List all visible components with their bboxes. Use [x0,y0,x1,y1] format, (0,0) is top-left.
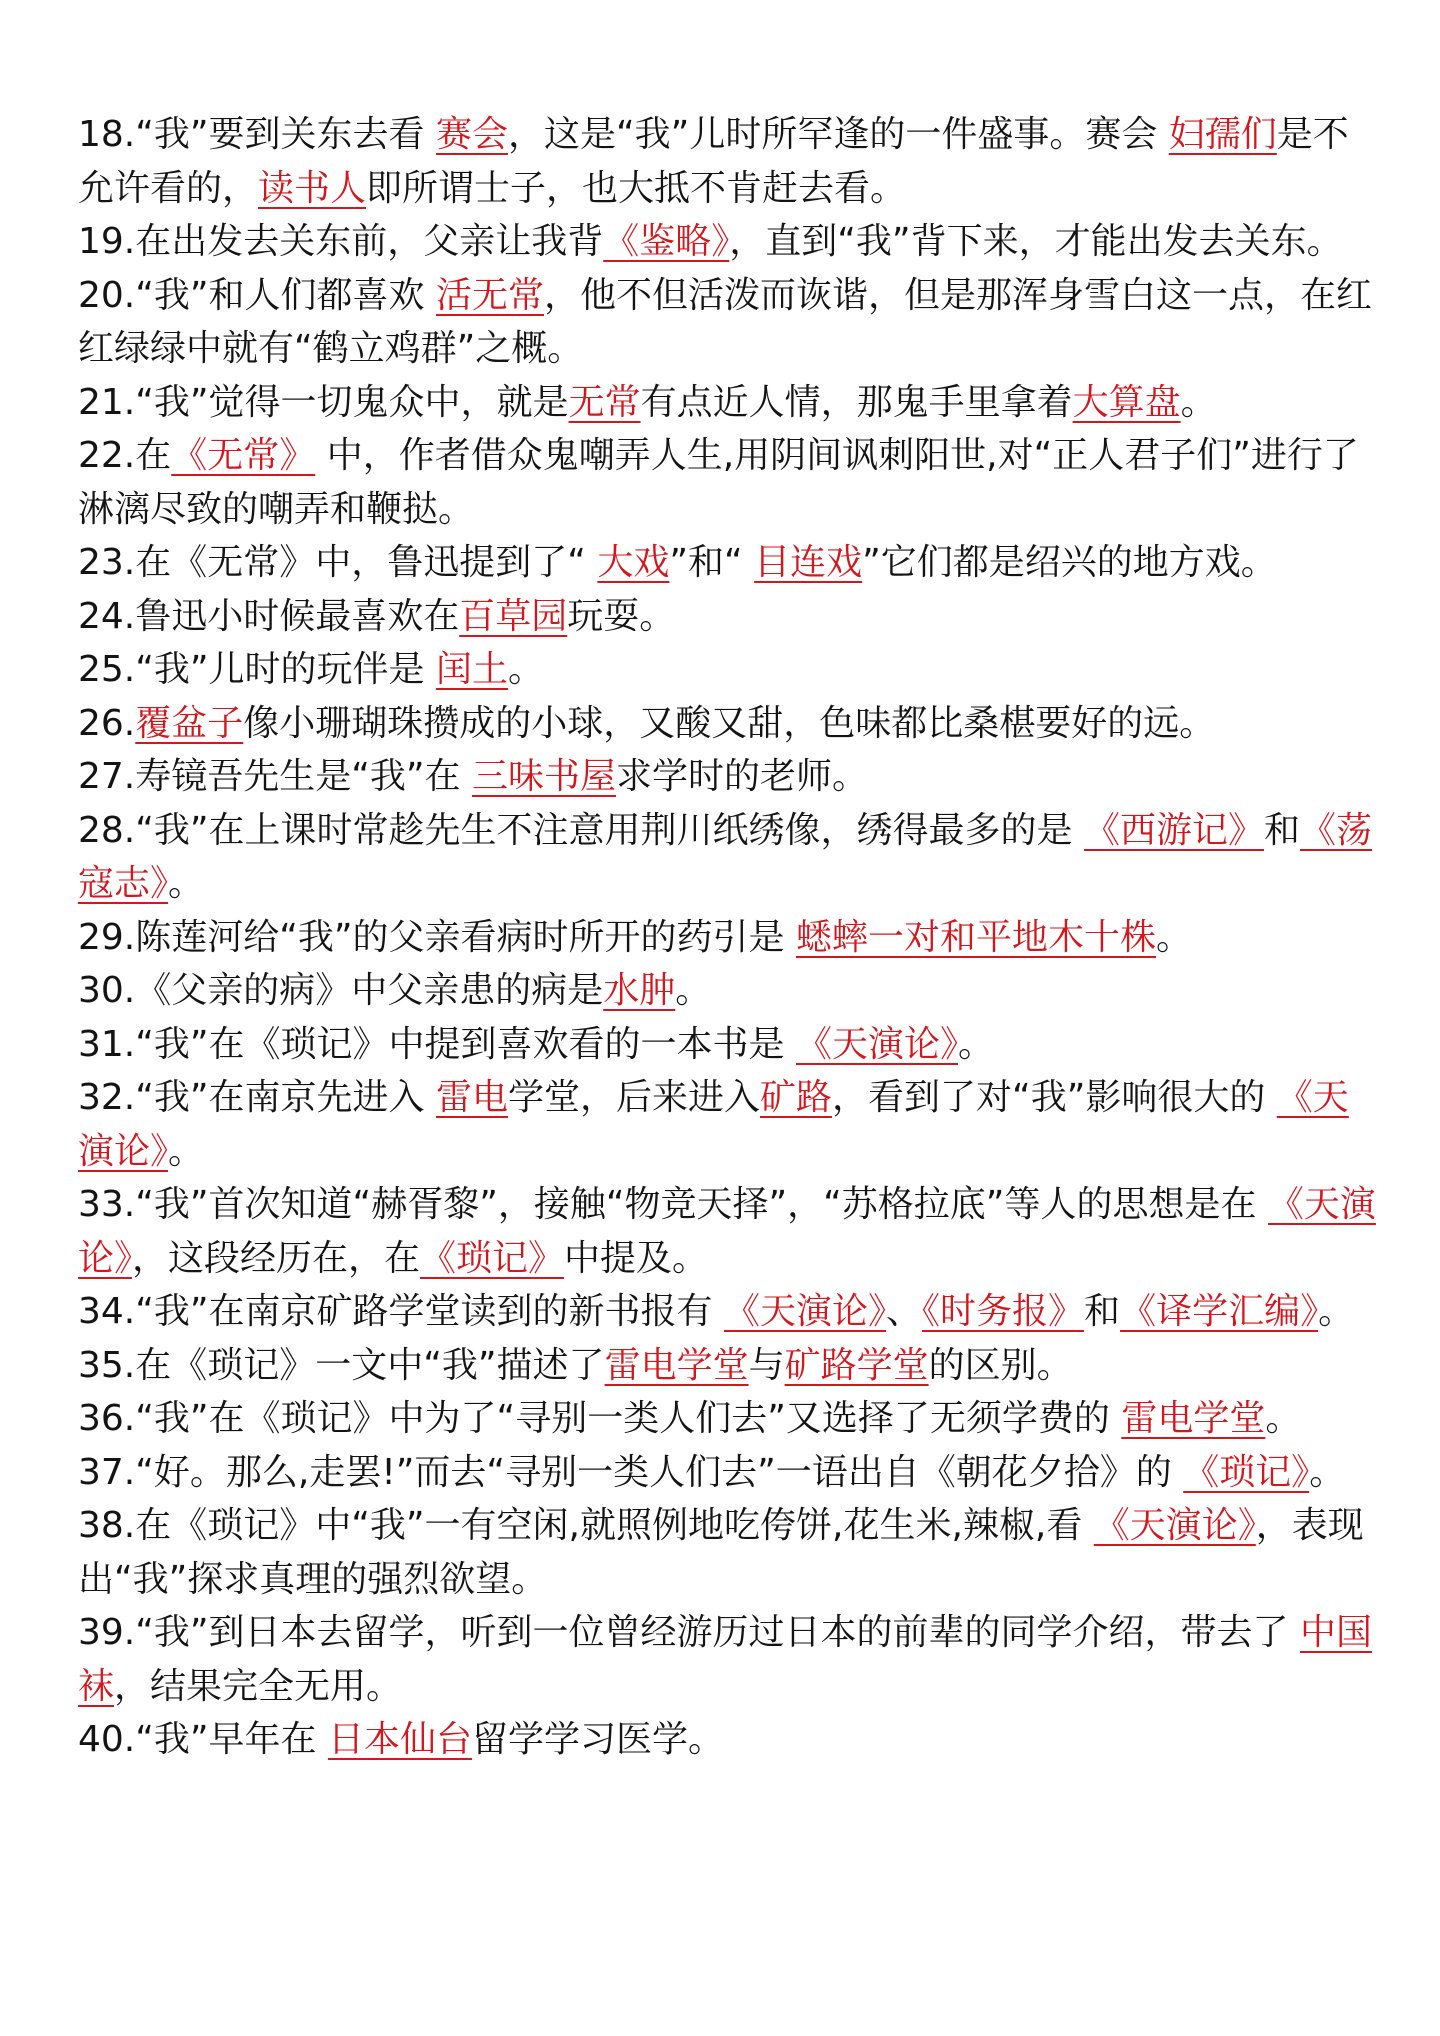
question-text: 。 [1156,916,1193,958]
question-text: 39.“我”到日本去留学，听到一位曾经游历过日本的前辈的同学介绍，带去了 [78,1612,1300,1653]
question-item [78,1446,1378,1500]
question-item [78,1285,1378,1339]
question-text: 37.“好。那么,走罢!”而去“寻别一类人们去”一语出自《朝花夕拾》的 [78,1451,1184,1493]
question-text: 。 [675,970,712,1011]
answer-text: 赛会 [436,114,509,155]
answer-text: 《荡寇志》 [78,809,1373,904]
question-item [78,1339,1378,1393]
answer-text: 雷电学堂 [1121,1398,1266,1439]
question-text: ，这是“我”儿时所罕逢的一件盛事。赛会 [508,114,1169,155]
answer-text: 《天演论》 [724,1291,887,1332]
question-item [78,1713,1378,1767]
question-item [78,215,1378,269]
question-text: ，看到了对“我”影响很大的 [832,1077,1277,1118]
question-text: 23.在《无常》中，鲁迅提到了“ [78,542,598,583]
question-text: 31.“我”在《琐记》中提到喜欢看的一本书是 [78,1023,796,1065]
question-text: 求学时的老师。 [616,756,869,797]
answer-text: 日本仙台 [328,1719,473,1760]
question-text: 19.在出发去关东前，父亲让我背 [78,221,604,262]
question-text: 。 [958,1023,995,1065]
answer-text: 《时务报》 [922,1291,1085,1332]
question-text: 与 [748,1344,785,1386]
answer-text: 无常 [568,381,641,423]
question-text: ”和“ [669,542,755,583]
answer-text: 雷电 [436,1077,509,1118]
question-text: 。 [1309,1451,1346,1493]
answer-text: 活无常 [436,274,545,316]
answer-text: 《鉴略》 [603,221,730,262]
answer-text: 目连戏 [754,542,863,583]
question-text: 即所谓士子，也大抵不肯赶去看。 [366,167,907,209]
question-text: 、 [886,1291,923,1332]
question-text: 30.《父亲的病》中父亲患的病是 [78,970,604,1011]
question-text: 。 [508,649,545,690]
answer-text: 雷电学堂 [604,1344,749,1386]
question-item [78,697,1378,751]
question-text: 有点近人情，那鬼手里拿着 [640,381,1073,423]
answer-text: 《天演论》 [78,1077,1349,1172]
answer-text: 《西游记》 [1084,809,1265,851]
question-item [78,1178,1378,1285]
question-item [78,269,1378,376]
answer-text: 《琐记》 [1183,1451,1310,1493]
answer-text: 百草园 [459,595,568,637]
question-text: 是不允许看的， [78,114,1349,209]
question-text: 34.“我”在南京矿路学堂读到的新书报有 [78,1291,724,1332]
question-item [78,804,1378,911]
question-item [78,590,1378,644]
answer-text: 覆盆子 [135,702,244,744]
question-text: 留学学习医学。 [472,1719,725,1760]
question-text: 21.“我”觉得一切鬼众中，就是 [78,381,569,423]
answer-text: 《译学汇编》 [1120,1291,1319,1332]
question-text: 29.陈莲河给“我”的父亲看病时所开的药引是 [78,916,796,958]
question-text: 。 [1265,1398,1302,1439]
answer-text: 《天演论》 [796,1023,959,1065]
question-text: 。 [168,863,205,904]
answer-text: 大算盘 [1072,381,1181,423]
question-item [78,1606,1378,1713]
question-text: 35.在《琐记》一文中“我”描述了 [78,1344,605,1386]
question-item [78,1499,1378,1606]
question-item [78,964,1378,1018]
question-text: 学堂，后来进入 [508,1077,761,1118]
question-item [78,376,1378,430]
answer-text: 闰土 [436,649,509,690]
question-text: ，结果完全无用。 [114,1665,403,1707]
question-item [78,1071,1378,1178]
question-text: 和 [1264,809,1301,851]
question-text: 33.“我”首次知道“赫胥黎”，接触“物竞天择”，“苏格拉底”等人的思想是在 [78,1184,1268,1225]
question-text: 。 [1318,1291,1355,1332]
question-item [78,429,1378,536]
question-text: 24.鲁迅小时候最喜欢在 [78,595,460,637]
question-text: 22.在 [78,435,172,476]
question-text: 。 [1180,381,1217,423]
answer-text: 矿路学堂 [784,1344,929,1386]
question-item [78,108,1378,215]
question-text: ，他不但活泼而诙谐，但是那浑身雪白这一点，在红红绿绿中就有“鹤立鸡群”之概。 [78,274,1373,369]
answer-text: 《无常》 [171,435,316,476]
answer-text: 水肿 [603,970,676,1011]
question-text: 32.“我”在南京先进入 [78,1077,436,1118]
question-text: ”它们都是绍兴的地方戏。 [862,542,1277,583]
answer-text: 《天演论》 [78,1184,1376,1279]
question-text: 25.“我”儿时的玩伴是 [78,649,436,690]
answer-text: 三味书屋 [472,756,617,797]
question-text: 的区别。 [928,1344,1073,1386]
question-text: 像小珊瑚珠攒成的小球，又酸又甜，色味都比桑椹要好的远。 [243,702,1216,744]
question-text: 28.“我”在上课时常趁先生不注意用荆川纸绣像，绣得最多的是 [78,809,1084,851]
answer-text: 妇孺们 [1168,114,1277,155]
question-text: 36.“我”在《琐记》中为了“寻别一类人们去”又选择了无须学费的 [78,1398,1122,1439]
question-text: ，直到“我”背下来，才能出发去关东。 [729,221,1343,262]
answer-text: 读书人 [258,167,367,209]
question-item [78,750,1378,804]
answer-text: 《天演论》 [1093,1505,1256,1546]
question-text: 27.寿镜吾先生是“我”在 [78,756,472,797]
question-text: 中提及。 [564,1237,709,1279]
question-text: ，表现出“我”探求真理的强烈欲望。 [78,1505,1364,1600]
question-item [78,643,1378,697]
answer-text: 矿路 [760,1077,833,1118]
question-item [78,1018,1378,1072]
question-text: ，这段经历在，在 [132,1237,421,1279]
question-item [78,536,1378,590]
question-text: 40.“我”早年在 [78,1719,328,1760]
answer-text: 《琐记》 [420,1237,565,1279]
question-text: 中，作者借众鬼嘲弄人生,用阴间讽刺阳世,对“正人君子们”进行了淋漓尽致的嘲弄和鞭挞。 [78,435,1359,530]
question-text: 20.“我”和人们都喜欢 [78,274,436,316]
question-text: 26. [78,702,136,744]
question-text: 18.“我”要到关东去看 [78,114,436,155]
question-text: 玩耍。 [567,595,676,637]
question-item [78,1392,1378,1446]
question-item [78,911,1378,965]
question-text: 。 [168,1130,205,1172]
answer-text: 中国袜 [78,1612,1373,1707]
answer-text: 蟋蟀一对和平地木十株 [796,916,1157,958]
question-text: 38.在《琐记》中“我”一有空闲,就照例地吃侉饼,花生米,辣椒,看 [78,1505,1094,1546]
question-list [78,108,1378,1767]
question-text: 和 [1084,1291,1121,1332]
answer-text: 大戏 [597,542,670,583]
